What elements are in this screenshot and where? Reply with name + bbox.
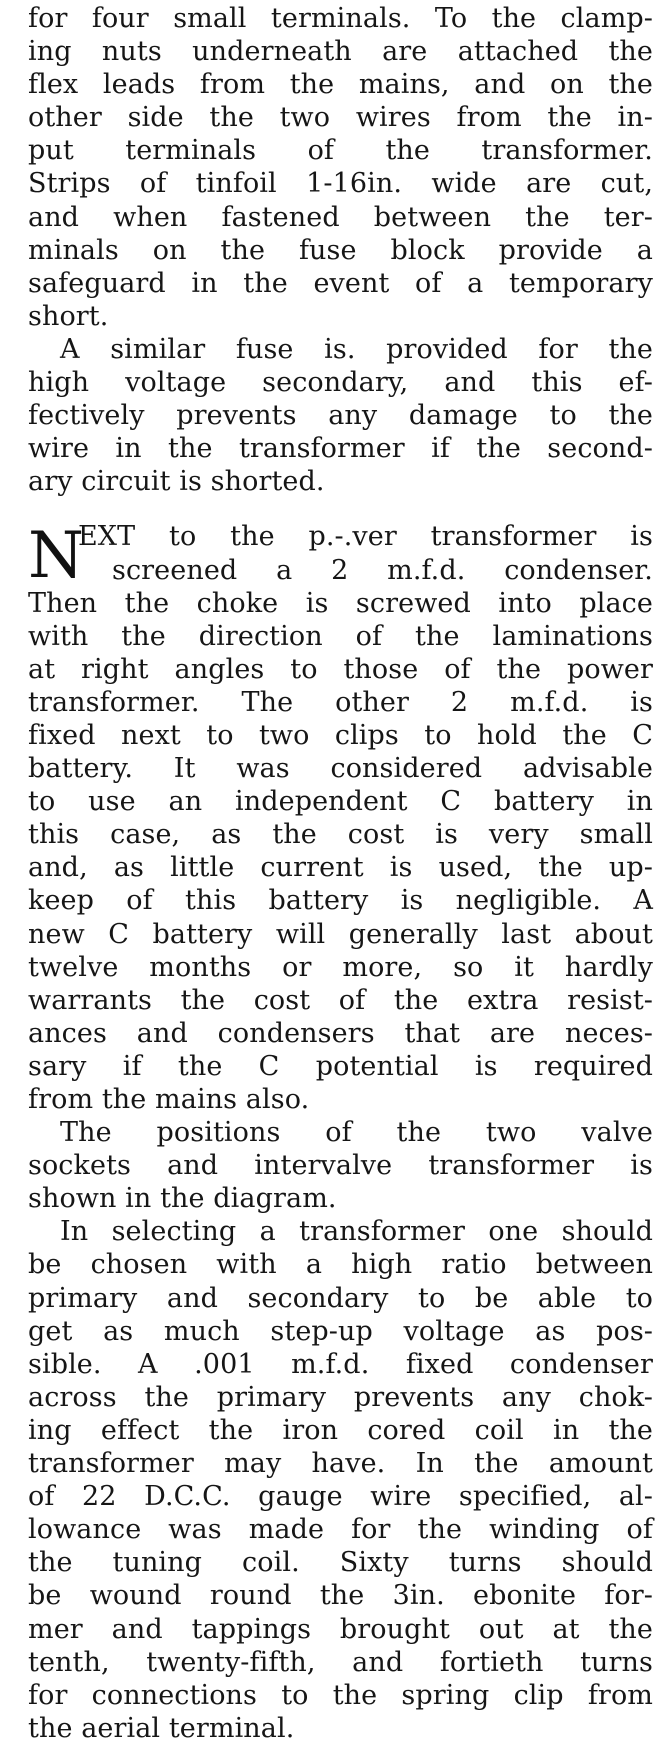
text-line: fixed next to two clips to hold the C xyxy=(28,719,653,751)
text-line: of 22 D.C.C. gauge wire specified, al- xyxy=(28,1481,653,1513)
text-line: sockets and intervalve transformer is xyxy=(28,1150,653,1182)
text-line: from the mains also. xyxy=(28,1084,310,1115)
text-line: be chosen with a high ratio between xyxy=(28,1249,653,1281)
paragraph-fuse-block xyxy=(28,2,653,333)
article-text-column xyxy=(28,2,653,1745)
text-line: short. xyxy=(28,300,109,332)
text-line: lowance was made for the winding of xyxy=(28,1514,653,1546)
text-line: put terminals of the transformer. xyxy=(28,135,653,167)
text-line: primary and secondary to be able to xyxy=(28,1282,653,1314)
text-line: Strips of tinfoil 1-16in. wide are cut, xyxy=(28,168,653,200)
paragraph-choke-condenser xyxy=(28,520,653,1116)
text-line: A similar fuse is. provided for the xyxy=(60,333,653,365)
text-line: fectively prevents any damage to the xyxy=(28,400,653,432)
text-line: for connections to the spring clip from xyxy=(28,1679,653,1711)
text-line: twelve months or more, so it hardly xyxy=(28,951,653,983)
text-line: with the direction of the laminations xyxy=(28,620,653,652)
text-line: to use an independent C battery in xyxy=(28,786,653,818)
text-line: safeguard in the event of a temporary xyxy=(28,267,653,299)
text-line: sible. A .001 m.f.d. fixed condenser xyxy=(28,1348,653,1380)
text-line: transformer may have. In the amount xyxy=(28,1448,653,1480)
paragraph-secondary-fuse xyxy=(28,333,653,498)
text-line: flex leads from the mains, and on the xyxy=(28,69,653,101)
drop-cap: N xyxy=(28,519,85,594)
text-line: keep of this battery is negligible. A xyxy=(28,885,653,917)
paragraph-gap xyxy=(28,498,653,520)
text-line: minals on the fuse block provide a xyxy=(28,234,653,266)
text-line: high voltage secondary, and this ef- xyxy=(28,367,653,399)
text-line: wire in the transformer if the second- xyxy=(28,433,653,465)
text-line: ances and condensers that are neces- xyxy=(28,1017,653,1049)
text-line: across the primary prevents any chok- xyxy=(28,1381,653,1413)
text-line: In selecting a transformer one should xyxy=(60,1216,653,1248)
text-line: transformer. The other 2 m.f.d. is xyxy=(28,686,653,718)
text-line: be wound round the 3in. ebonite for- xyxy=(28,1580,653,1612)
text-line: new C battery will generally last about xyxy=(28,918,653,950)
text-line: warrants the cost of the extra resist- xyxy=(28,984,653,1016)
text-line: and when fastened between the ter- xyxy=(28,201,653,233)
text-line: the aerial terminal. xyxy=(28,1712,295,1744)
text-line: ing nuts underneath are attached the xyxy=(28,36,653,68)
text-line: ary circuit is shorted. xyxy=(28,466,325,498)
text-line: EXT to the p.-.ver transformer is xyxy=(78,521,653,553)
text-line: sary if the C potential is required xyxy=(28,1050,653,1082)
text-line: mer and tappings brought out at the xyxy=(28,1613,653,1645)
text-line: this case, as the cost is very small xyxy=(28,819,653,851)
text-line: battery. It was considered advisable xyxy=(28,753,653,785)
text-line: shown in the diagram. xyxy=(28,1183,337,1215)
text-line: tenth, twenty-fifth, and fortieth turns xyxy=(28,1646,653,1678)
text-line: the tuning coil. Sixty turns should xyxy=(28,1547,653,1579)
text-line: get as much step-up voltage as pos- xyxy=(28,1315,653,1347)
text-line: screened a 2 m.f.d. condenser. xyxy=(112,554,653,586)
text-line: The positions of the two valve xyxy=(60,1117,653,1149)
text-line: other side the two wires from the in- xyxy=(28,102,653,134)
text-line: Then the choke is screwed into place xyxy=(28,587,653,619)
text-line: ing effect the iron cored coil in the xyxy=(28,1414,653,1446)
text-line: for four small terminals. To the clamp- xyxy=(28,3,653,34)
text-line: and, as little current is used, the up- xyxy=(28,852,653,884)
paragraph-valve-sockets xyxy=(28,1116,653,1215)
paragraph-selecting-transformer xyxy=(28,1215,653,1745)
text-line: at right angles to those of the power xyxy=(28,653,653,685)
